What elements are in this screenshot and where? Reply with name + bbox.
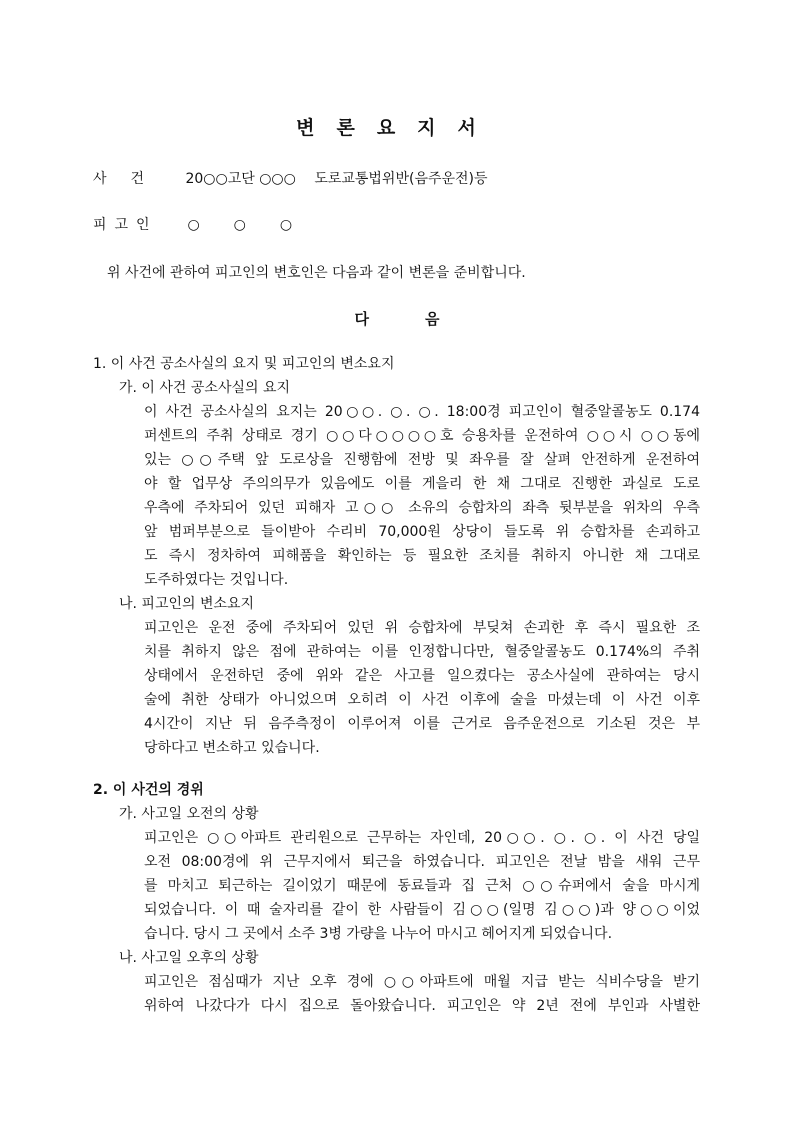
paragraph-line: 야 할 업무상 주의의무가 있음에도 이를 게을리 한 채 그대로 진행한 과실로 도로 [144, 476, 700, 492]
case-name: 도로교통법위반(음주운전)등 [314, 171, 488, 187]
paragraph-line: 습니다. 당시 그 곳에서 소주 3병 가량을 나누어 마시고 헤어지게 되었습니다. [144, 926, 613, 942]
section-title: 1. 이 사건 공소사실의 요지 및 피고인의 변소요지 [93, 356, 395, 372]
paragraph-line: 위하여 나갔다가 다시 집으로 돌아왔습니다. 피고인은 약 2년 전에 부인과 사별한 [144, 998, 700, 1014]
case-label: 사건 [93, 171, 169, 187]
case-number: 20○○고단 ○○○ [185, 171, 296, 187]
paragraph-line: 퍼센트의 주취 상태로 경기 ○○다○○○○호 승용차를 운전하여 ○○시 ○○동에 [144, 428, 700, 444]
paragraph-line: 피고인은 ○○아파트 관리원으로 근무하는 자인데, 20○○. ○. ○. 이 사건 당일 [144, 830, 700, 846]
paragraph-line: 피고인은 점심때가 지난 오후 경에 ○○아파트에 매월 지급 받는 식비수당을 받기 [144, 974, 700, 990]
subsection-title: 나. 피고인의 변소요지 [119, 596, 255, 612]
paragraph-line: 치를 취하지 않은 점에 관하여는 이를 인정합니다만, 혈중알콜농도 0.174%의 주취 [144, 644, 700, 660]
subsection-title: 가. 사고일 오전의 상황 [119, 806, 259, 822]
paragraph-line: 술에 취한 상태가 아니었으며 오히려 이 사건 이후에 술을 마셨는데 이 사건 이후 [144, 692, 700, 708]
paragraph-line: 피고인은 운전 중에 주차되어 있던 위 승합차에 부딪쳐 손괴한 후 즉시 필요한 조 [144, 620, 700, 636]
paragraph-line: 오전 08:00경에 위 근무지에서 퇴근을 하였습니다. 피고인은 전날 밤을 새워 근무 [144, 854, 700, 870]
subsection-title: 가. 이 사건 공소사실의 요지 [119, 380, 291, 396]
paragraph-line: 되었습니다. 이 때 술자리를 같이 한 사람들이 김○○(일명 김○○)과 양○○이었 [144, 902, 700, 918]
case-info-row [93, 168, 488, 188]
defendant-label: 피고인 [93, 217, 158, 233]
document-title: 변론요지서 [296, 117, 498, 139]
intro-text: 위 사건에 관하여 피고인의 변호인은 다음과 같이 변론을 준비합니다. [107, 265, 526, 281]
paragraph-line: 있는 ○○주택 앞 도로상을 진행함에 전방 및 좌우를 잘 살펴 안전하게 운전하여 [144, 452, 700, 468]
defendant-row [93, 214, 326, 234]
subsection-title: 나. 사고일 오후의 상황 [119, 950, 259, 966]
paragraph-line: 를 마치고 퇴근하는 길이었기 때문에 동료들과 집 근처 ○○슈퍼에서 술을 마시게 [144, 878, 700, 894]
defendant-name: ○○○ [187, 217, 327, 233]
paragraph-line: 4시간이 지난 뒤 음주측정이 이루어져 이를 근거로 음주운전으로 기소된 것은 부 [144, 716, 700, 732]
section-title: 2. 이 사건의 경위 [93, 782, 204, 798]
paragraph-line: 상태에서 운전하던 중에 위와 같은 사고를 일으켰다는 공소사실에 관하여는 당시 [144, 668, 700, 684]
paragraph-line: 이 사건 공소사실의 요지는 20○○. ○. ○. 18:00경 피고인이 혈중알콜농도 0.174 [144, 404, 700, 420]
paragraph-line: 앞 범퍼부분으로 들이받아 수리비 70,000원 상당이 들도록 위 승합차를 손괴하고 [144, 524, 700, 540]
paragraph-line: 도주하였다는 것입니다. [144, 572, 289, 588]
section-heading: 다음 [354, 310, 496, 328]
paragraph-line: 당하다고 변소하고 있습니다. [144, 740, 320, 756]
paragraph-line: 우측에 주차되어 있던 피해자 고○○ 소유의 승합차의 좌측 뒷부분을 위차의 우측 [144, 500, 700, 516]
paragraph-line: 도 즉시 정차하여 피해품을 확인하는 등 필요한 조치를 취하지 아니한 채 그대로 [144, 548, 700, 564]
